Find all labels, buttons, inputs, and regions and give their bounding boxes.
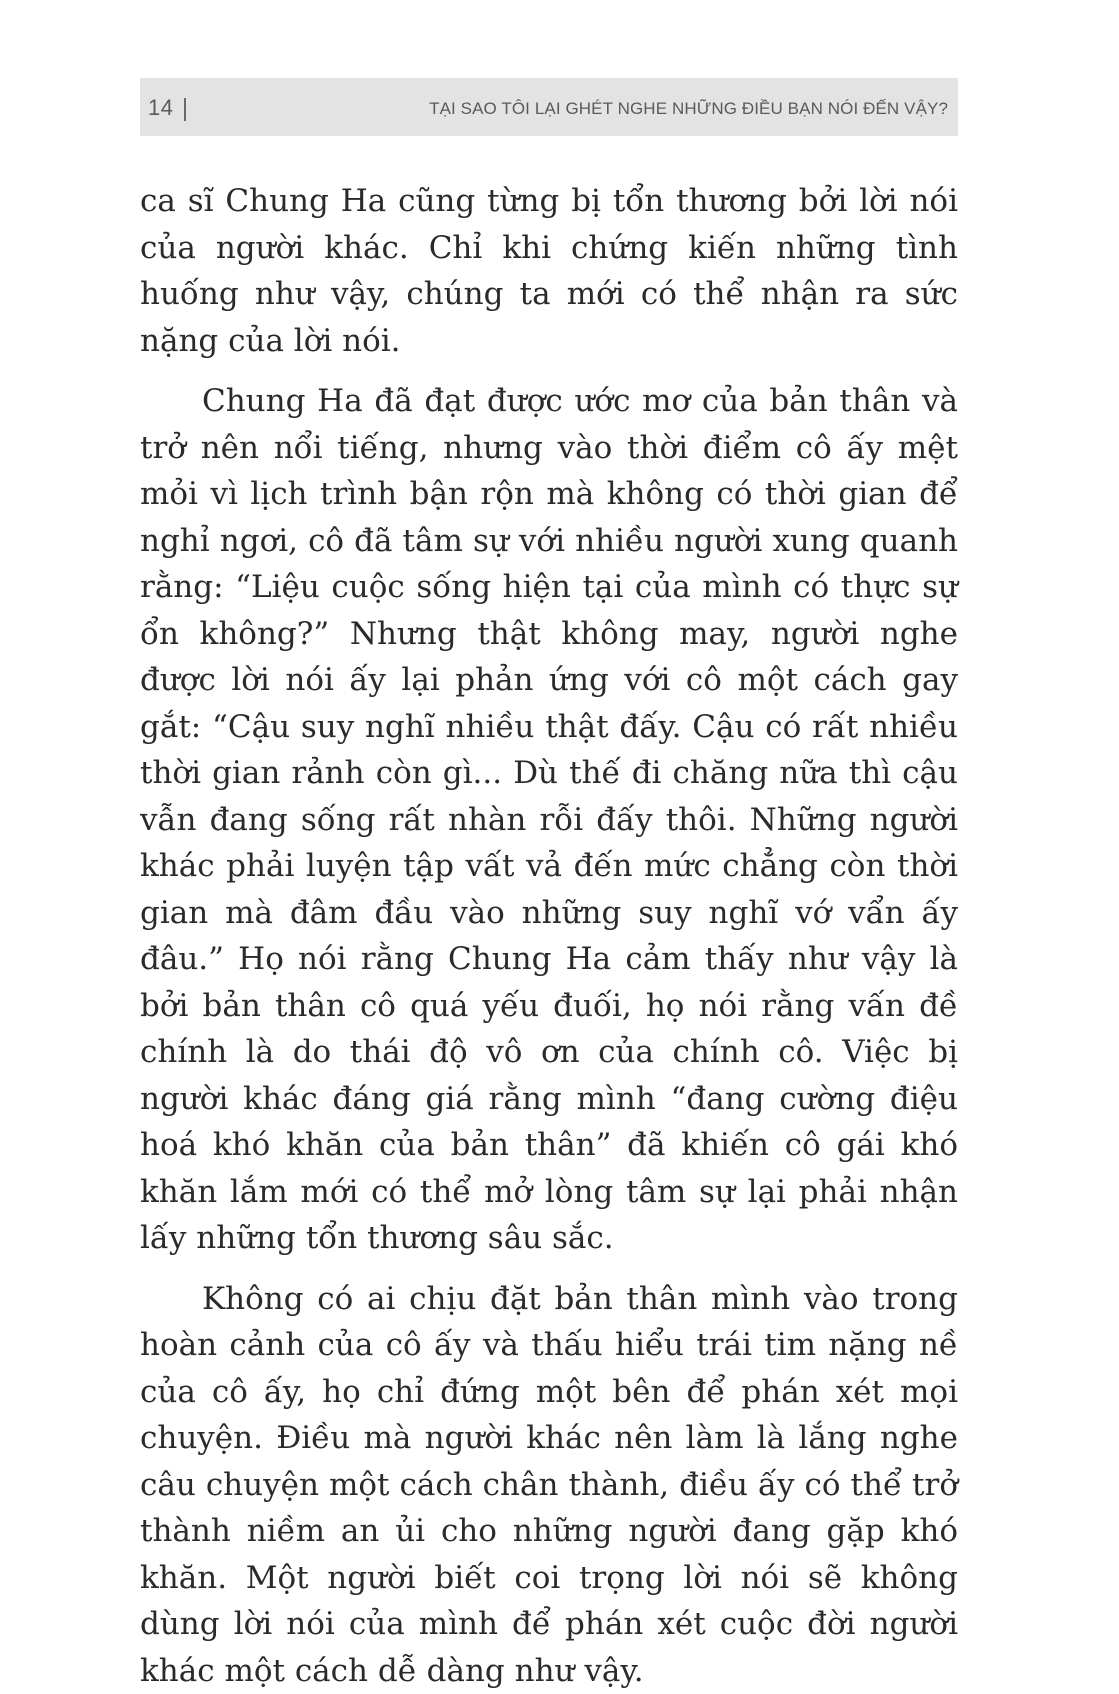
header-divider	[184, 98, 186, 121]
paragraph: Không có ai chịu đặt bản thân mình vào trong hoàn cảnh của cô ấy và thấu hiểu trái tim nặng nề của cô ấy, họ chỉ đứng một bên để phán xét mọi chuyện. Điều mà người khác nên làm là lắng nghe câu chuyện một cách chân thành, điều ấy có thể trở thành niềm an ủi cho những người đang gặp khó khăn. Một người biết coi trọng lời nói sẽ không dùng lời nói của mình để phán xét cuộc đời người khác một cách dễ dàng như vậy.	[140, 1276, 958, 1694]
body-text	[140, 178, 958, 1694]
page-number: 14	[148, 95, 173, 121]
paragraph: Chung Ha đã đạt được ước mơ của bản thân và trở nên nổi tiếng, nhưng vào thời điểm cô ấy mệt mỏi vì lịch trình bận rộn mà không có thời gian để nghỉ ngơi, cô đã tâm sự với nhiều người xung quanh rằng: “Liệu cuộc sống hiện tại của mình có thực sự ổn không?” Nhưng thật không may, người nghe được lời nói ấy lại phản ứng với cô một cách gay gắt: “Cậu suy nghĩ nhiều thật đấy. Cậu có rất nhiều thời gian rảnh còn gì... Dù thế đi chăng nữa thì cậu vẫn đang sống rất nhàn rỗi đấy thôi. Những người khác phải luyện tập vất vả đến mức chẳng còn thời gian mà đâm đầu vào những suy nghĩ vớ vẩn ấy đâu.” Họ nói rằng Chung Ha cảm thấy như vậy là bởi bản thân cô quá yếu đuối, họ nói rằng vấn đề chính là do thái độ vô ơn của chính cô. Việc bị người khác đáng giá rằng mình “đang cường điệu hoá khó khăn của bản thân” đã khiến cô gái khó khăn lắm mới có thể mở lòng tâm sự lại phải nhận lấy những tổn thương sâu sắc.	[140, 378, 958, 1262]
running-header	[140, 78, 958, 136]
paragraph-continuation: ca sĩ Chung Ha cũng từng bị tổn thương bởi lời nói của người khác. Chỉ khi chứng kiến những tình huống như vậy, chúng ta mới có thể nhận ra sức nặng của lời nói.	[140, 178, 958, 364]
running-title: TẠI SAO TÔI LẠI GHÉT NGHE NHỮNG ĐIỀU BẠN NÓI ĐẾN VẬY?	[429, 99, 948, 119]
